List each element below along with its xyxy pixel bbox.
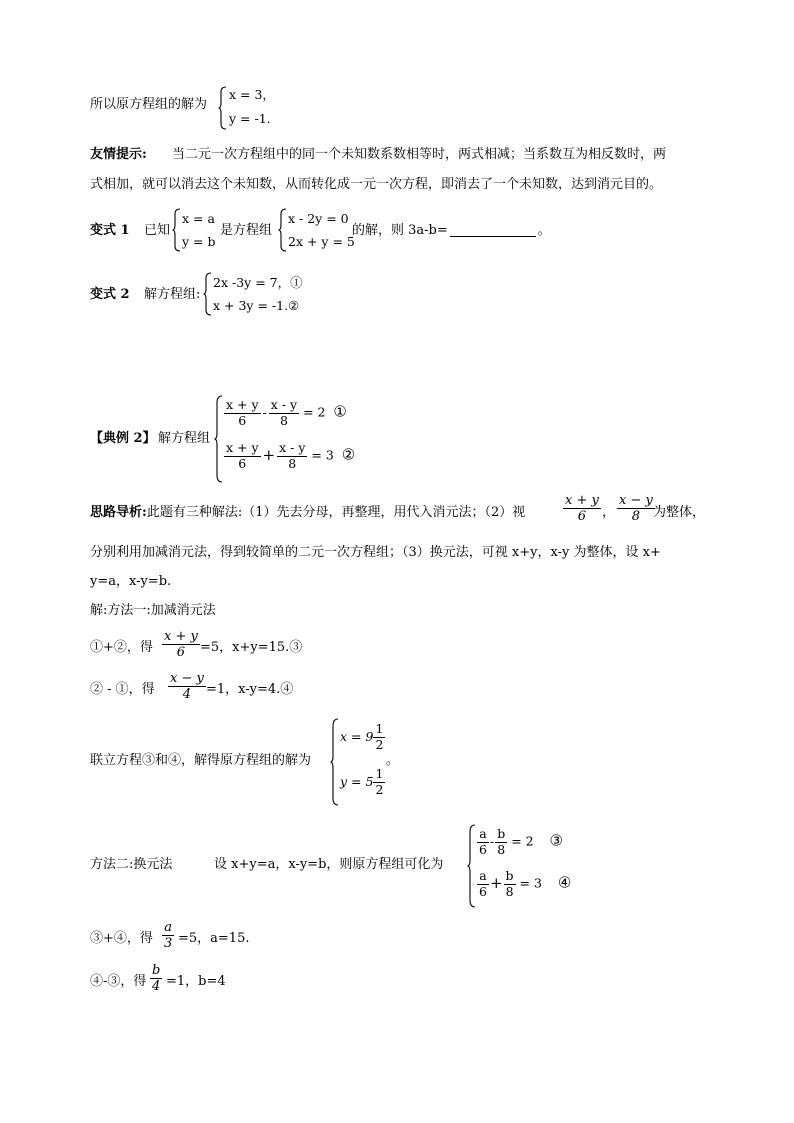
method2-step3-frac: $\frac{a}{3}$ bbox=[164, 920, 173, 951]
variant1-text-c bbox=[352, 224, 551, 237]
answer-blank bbox=[450, 224, 536, 237]
tip-line1: 当二元一次方程组中的同一个未知数系数相等时，两式相减；当系数互为相反数时，两 bbox=[172, 147, 667, 162]
period: 。 bbox=[537, 223, 551, 238]
left-brace-icon bbox=[278, 208, 288, 252]
method1-step2-frac: $\frac{x - y}{4}$ bbox=[170, 671, 204, 702]
variant1-system-2 bbox=[278, 208, 358, 252]
example2-row2: $\frac{x + y}{6}$ + $\frac{x - y}{8}$ = 3 ② bbox=[226, 440, 356, 471]
system-eq: y = b bbox=[182, 234, 216, 249]
variant2-label: 变式 2 bbox=[90, 287, 130, 302]
method2-text: 设 x+y=a，x-y=b，则原方程组可化为 bbox=[214, 857, 444, 872]
left-brace-icon bbox=[467, 824, 477, 908]
variant1-text-a: 已知 bbox=[144, 223, 171, 238]
system-eq: 2x + y = 5 bbox=[288, 234, 355, 249]
method2-row1: $\frac{a}{6}$ - $\frac{b}{8}$ = 2 ③ bbox=[479, 826, 563, 857]
method1-step1-post: =5，x+y=15.③ bbox=[200, 640, 303, 655]
method1-step1-frac: $\frac{x + y}{6}$ bbox=[164, 629, 198, 660]
method1-step1-pre: ①+②，得 bbox=[90, 640, 153, 655]
method2-step3-post: =5，a=15. bbox=[178, 931, 250, 946]
method2-step3-pre: ③+④，得 bbox=[90, 931, 153, 946]
variant1-label: 变式 1 bbox=[90, 223, 130, 238]
tip-label: 友情提示: bbox=[90, 147, 147, 162]
analysis-text: 此题有三种解法:（1）先去分母，再整理，用代入消元法；（2）视 bbox=[146, 505, 526, 520]
left-brace-icon bbox=[214, 395, 224, 483]
variant1-text-b: 是方程组 bbox=[220, 223, 273, 238]
variant1-system-1 bbox=[172, 208, 222, 252]
method2-system bbox=[467, 824, 577, 908]
left-brace-icon bbox=[172, 208, 182, 252]
example2-system bbox=[214, 395, 364, 483]
intro-eq-x: x = 3， bbox=[229, 87, 275, 102]
tip-line2: 式相加，就可以消去这个未知数，从而转化成一元一次方程，即消去了一个未知数，达到消元目的。 bbox=[90, 177, 663, 192]
method1-result-text: 联立方程③和④，解得原方程组的解为 bbox=[90, 753, 312, 768]
method1-title: 解:方法一:加减消元法 bbox=[90, 603, 216, 618]
result-x: x = 9 $\frac{1}{2}$ bbox=[340, 721, 384, 752]
system-eq: x + 3y = -1.② bbox=[213, 298, 300, 313]
analysis-line3: y=a，x-y=b. bbox=[90, 574, 172, 589]
analysis-frac1: $\frac{x + y}{6}$ bbox=[565, 493, 599, 524]
method2-title: 方法二:换元法 bbox=[90, 857, 173, 872]
method2-step4-post: =1，b=4 bbox=[166, 974, 226, 989]
variant1-question: 的解，则 3a-b= bbox=[352, 223, 448, 238]
intro-system bbox=[218, 86, 288, 130]
variant2-text: 解方程组: bbox=[144, 287, 201, 302]
analysis-label: 思路导析: bbox=[90, 505, 147, 520]
analysis-frac2: $\frac{x - y}{8}$ bbox=[619, 493, 653, 524]
analysis-line1 bbox=[90, 506, 525, 519]
method2-row2: $\frac{a}{6}$ + $\frac{b}{8}$ = 3 ④ bbox=[479, 868, 572, 899]
system-eq: x - 2y = 0 bbox=[288, 211, 349, 226]
example2-label: 【典例 2】 bbox=[90, 431, 156, 446]
analysis-line2: 分别利用加减消元法，得到较简单的二元一次方程组；（3）换元法，可视 x+y，x-y 为整体，设 x+ bbox=[90, 545, 661, 560]
method2-step4-pre: ④-③，得 bbox=[90, 974, 147, 989]
intro-eq-y: y = -1. bbox=[229, 111, 271, 126]
intro-text: 所以原方程组的解为 bbox=[90, 97, 208, 112]
analysis-comma: ， bbox=[602, 505, 616, 520]
example2-text: 解方程组 bbox=[158, 431, 211, 446]
example2-row1: $\frac{x + y}{6}$ - $\frac{x - y}{8}$ = 2 ① bbox=[226, 397, 347, 428]
result-y: y = 5 $\frac{1}{2}$ bbox=[340, 766, 384, 797]
variant2-system bbox=[203, 272, 313, 316]
system-eq: x = a bbox=[182, 211, 215, 226]
method2-step4-frac: $\frac{b}{4}$ bbox=[152, 963, 161, 994]
method1-step2-pre: ② - ①，得 bbox=[90, 682, 155, 697]
analysis-text-end: 为整体， bbox=[653, 505, 706, 520]
system-eq: 2x -3y = 7，① bbox=[213, 275, 303, 290]
left-brace-icon bbox=[330, 718, 340, 806]
method1-step2-post: =1，x-y=4.④ bbox=[206, 682, 294, 697]
left-brace-icon bbox=[218, 86, 228, 130]
method1-result-end: 。 bbox=[386, 753, 400, 768]
left-brace-icon bbox=[203, 272, 213, 316]
